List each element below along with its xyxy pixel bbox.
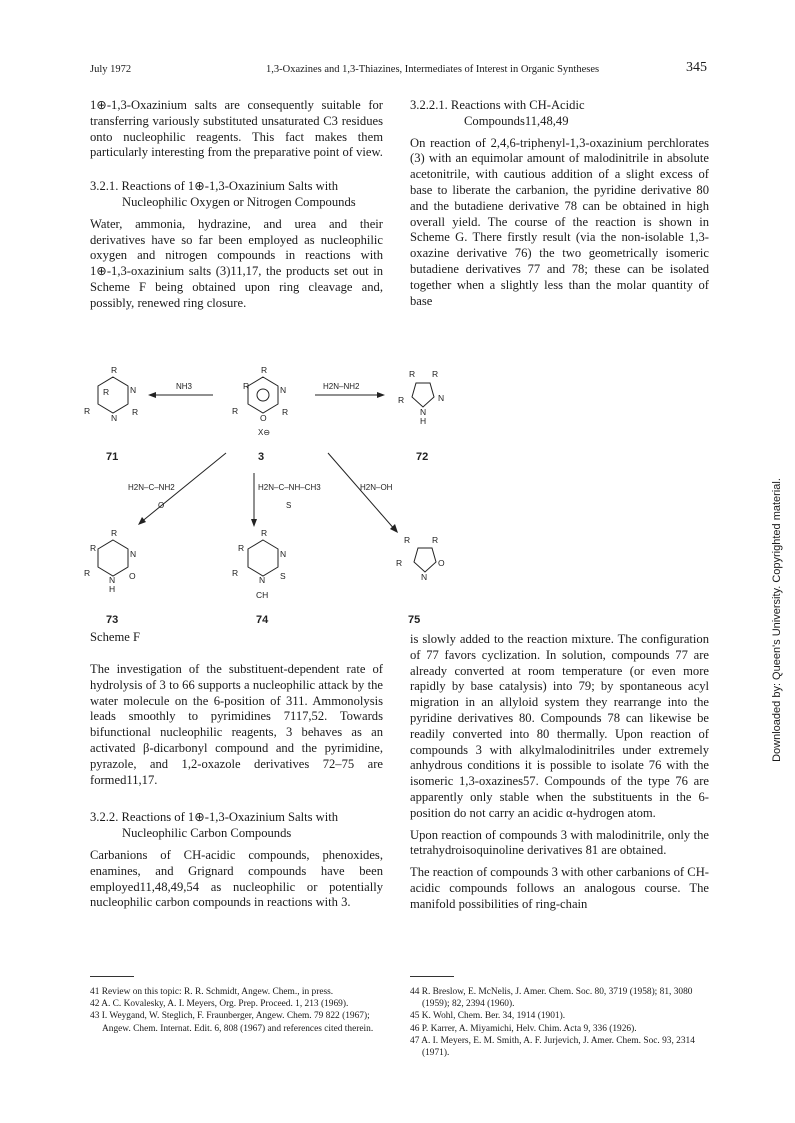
ring-3 (248, 377, 278, 413)
reagent-urea: H2N–C–NH2 (128, 483, 175, 492)
scheme-f-diagram (78, 355, 708, 640)
svg-text:R: R (84, 568, 91, 578)
section-heading-3-2-2-line2: Nucleophilic Carbon Compounds (122, 826, 292, 841)
footnotes-left (90, 986, 383, 1035)
footnote-44: 44 R. Breslow, E. McNelis, J. Amer. Chem. Soc. 80, 3719 (1958); 81, 3080 (1959); 82, 2394 (1960). (410, 987, 693, 1010)
svg-text:R: R (232, 568, 239, 578)
svg-text:R: R (111, 528, 118, 538)
svg-text:R: R (238, 543, 245, 553)
download-watermark-text: Downloaded by: Queen's University. Copyrighted material. (771, 478, 783, 762)
svg-text:O: O (129, 571, 136, 581)
footnote-45: 45 K. Wohl, Chem. Ber. 34, 1914 (1901). (410, 1011, 566, 1022)
arrowhead-74 (251, 519, 257, 527)
reagent-hydrazine: H2N–NH2 (323, 382, 360, 391)
footnote-rule-right (410, 976, 454, 977)
reagent-urea-o: O (158, 501, 165, 510)
section-3-2-1-paragraph: Water, ammonia, hydrazine, and urea and their derivatives have so far been employed as nucleophilic oxygen and nitrogen compounds in reactions with 1⊕-1,3-oxazinium salts (3)11,17, the products set out in Scheme F being obtained upon ring cleavage and, possibly, renewed ring closure. (90, 216, 383, 310)
ring-73 (98, 540, 128, 576)
slowly-paragraph: is slowly added to the reaction mixture. The configuration of 77 favors cyclization. In solution, compounds 77 are already converted at room temperature (or even more rapidly by base catalysis) into 79; by spontaneous acyl migration in an allyloid system they rearrange into the pyridine derivatives 80. Compounds 78 can likewise be readily converted into 80 thermally. Upon reaction of compounds 3 with alkylmalodinitriles under extremely anhydrous conditions it is possible to isolate 76 with the isomeric 1,3-oxazines57. Compounds of the type 76 are apparently only stable when the substituents in the 6-position do not carry an acidic α-hydrogen atom. (410, 632, 709, 820)
reagent-thiourea-s: S (286, 501, 292, 510)
section-heading-3-2-2 (90, 810, 383, 842)
ring-75 (414, 548, 436, 572)
label-74: 74 (256, 614, 269, 626)
investigation-paragraph: The investigation of the substituent-dependent rate of hydrolysis of 3 to 66 supports a nucleophilic attack by the water molecule on the 6-position of 311. Ammonolysis leads smoothly to pyrimidines 7117,52. Towards bifunctional nucleophilic reagents, 3 behaves as an activated β-dicarbonyl compound and the pyrimidine, pyrazole, and 1,2-oxazole derivatives 72–75 are formed11,17. (90, 662, 383, 787)
svg-text:R: R (398, 395, 405, 405)
svg-text:N: N (420, 407, 427, 417)
section-heading-3-2-2-1-line2: Compounds11,48,49 (464, 113, 569, 128)
arrowhead-71 (148, 392, 156, 398)
svg-text:R: R (132, 407, 139, 417)
svg-text:N: N (130, 385, 137, 395)
svg-text:R: R (261, 365, 268, 375)
label-75: 75 (408, 614, 421, 626)
svg-text:R: R (243, 381, 250, 391)
right-column-top (410, 98, 709, 315)
left-column-bottom (90, 662, 383, 917)
counterion: X⊖ (258, 428, 271, 437)
reagent-hydroxylamine: H2N–OH (360, 483, 393, 492)
footnote-47: 47 A. I. Meyers, E. M. Smith, A. F. Jurjevich, J. Amer. Chem. Soc. 93, 2314 (1971). (410, 1035, 695, 1059)
svg-text:R: R (432, 369, 439, 379)
section-heading-3-2-2-line1: 3.2.2. Reactions of 1⊕-1,3-Oxazinium Salts with (90, 810, 339, 825)
svg-text:N: N (111, 413, 118, 423)
label-73: 73 (106, 614, 119, 626)
svg-text:O: O (260, 413, 267, 423)
section-3-2-2-paragraph: Carbanions of CH-acidic compounds, phenoxides, enamines, and Grignard compounds have been employed11,48,49,54 as nucleophilic or potentially nucleophilic carbon compounds in reactions with 3. (90, 847, 383, 910)
svg-text:H: H (109, 584, 116, 594)
right-column-bottom (410, 632, 709, 919)
intro-paragraph: 1⊕-1,3-Oxazinium salts are consequently suitable for transferring variously substituted unsaturated C3 residues onto nucleophilic reagents. This fact makes them particularly interesting from the preparative point of view. (90, 98, 383, 160)
svg-text:R: R (111, 365, 118, 375)
footnote-46: 46 P. Karrer, A. Miyamichi, Helv. Chim. Acta 9, 336 (1926). (410, 1023, 637, 1034)
footnote-41: 41 Review on this topic: R. R. Schmidt, Angew. Chem., in press. (90, 987, 334, 997)
svg-text:R: R (84, 406, 91, 416)
reagent-nh3: NH3 (176, 382, 193, 391)
ring-74 (248, 540, 278, 576)
svg-text:N: N (130, 549, 137, 559)
svg-text:N: N (421, 572, 428, 582)
svg-text:R: R (409, 369, 416, 379)
section-heading-3-2-1-line1: 3.2.1. Reactions of 1⊕-1,3-Oxazinium Salts with (90, 179, 339, 194)
footnote-42: 42 A. C. Kovalesky, A. I. Meyers, Org. Prep. Proceed. 1, 213 (1969). (90, 999, 349, 1010)
svg-text:S: S (280, 571, 286, 581)
svg-text:R: R (103, 387, 110, 397)
arrowhead-72 (377, 392, 385, 398)
header-title: 1,3-Oxazines and 1,3-Thiazines, Intermediates of Interest in Organic Syntheses (266, 64, 600, 75)
page-number: 345 (686, 60, 707, 75)
svg-text:N: N (259, 575, 266, 585)
svg-text:CH: CH (256, 590, 269, 600)
footnotes-right (410, 986, 709, 1059)
svg-text:N: N (438, 393, 445, 403)
footnote-43: 43 I. Weygand, W. Steglich, F. Fraunberger, Angew. Chem. 79 822 (1967); Angew. Chem. Internat. Edit. 6, 808 (1967) and references cited therein. (90, 1011, 374, 1034)
section-heading-3-2-2-1 (410, 98, 709, 130)
svg-text:N: N (280, 549, 287, 559)
label-3: 3 (258, 451, 265, 463)
section-heading-3-2-2-1-line1: 3.2.2.1. Reactions with CH-Acidic (410, 98, 585, 112)
left-column-top (90, 98, 383, 318)
download-watermark (770, 420, 784, 820)
svg-text:R: R (261, 528, 268, 538)
label-71: 71 (106, 451, 119, 463)
section-3-2-2-1-paragraph: On reaction of 2,4,6-triphenyl-1,3-oxazinium perchlorates (3) with an equimolar amount of malodinitrile in absolute acetonitrile, with cautious addition of a slight excess of base to liberate the carbanion, the pyridine derivative 80 and the butadiene derivative 78 can be obtained in high overall yield. The course of the reaction is shown in Scheme G. There firstly result (via the non-isolable 1,3-oxazine derivative 76) the two geometrically isomeric butadiene derivatives 77 and 78; these can be isolated together when a slightly less than the molar quantity of base (410, 135, 709, 308)
upon-paragraph: Upon reaction of compounds 3 with malodinitrile, only the tetrahydroisoquinoline derivatives 81 are obtained. (410, 827, 709, 858)
header-date: July 1972 (90, 64, 132, 75)
section-heading-3-2-1-line2: Nucleophilic Oxygen or Nitrogen Compounds (122, 194, 356, 209)
ring-72 (412, 383, 434, 407)
svg-text:R: R (90, 543, 97, 553)
svg-text:R: R (282, 407, 289, 417)
scheme-caption: Scheme F (90, 630, 141, 644)
svg-text:R: R (432, 535, 439, 545)
footnote-rule-left (90, 976, 134, 977)
svg-text:H: H (420, 416, 427, 426)
svg-text:R: R (232, 406, 239, 416)
oxazinium-plus-ring (257, 389, 269, 401)
arrowhead-73 (138, 517, 146, 525)
svg-text:R: R (396, 558, 403, 568)
arrow-to-75 (328, 453, 396, 531)
reagent-thiourea: H2N–C–NH–CH3 (258, 483, 321, 492)
svg-text:R: R (404, 535, 411, 545)
other-carbanions-paragraph: The reaction of compounds 3 with other carbanions of CH-acidic compounds follows an analogous course. The manifold possibilities of ring-chain (410, 865, 709, 911)
svg-text:N: N (109, 575, 116, 585)
svg-text:O: O (438, 558, 445, 568)
section-heading-3-2-1 (90, 179, 383, 211)
svg-text:N: N (280, 385, 287, 395)
label-72: 72 (416, 451, 429, 463)
